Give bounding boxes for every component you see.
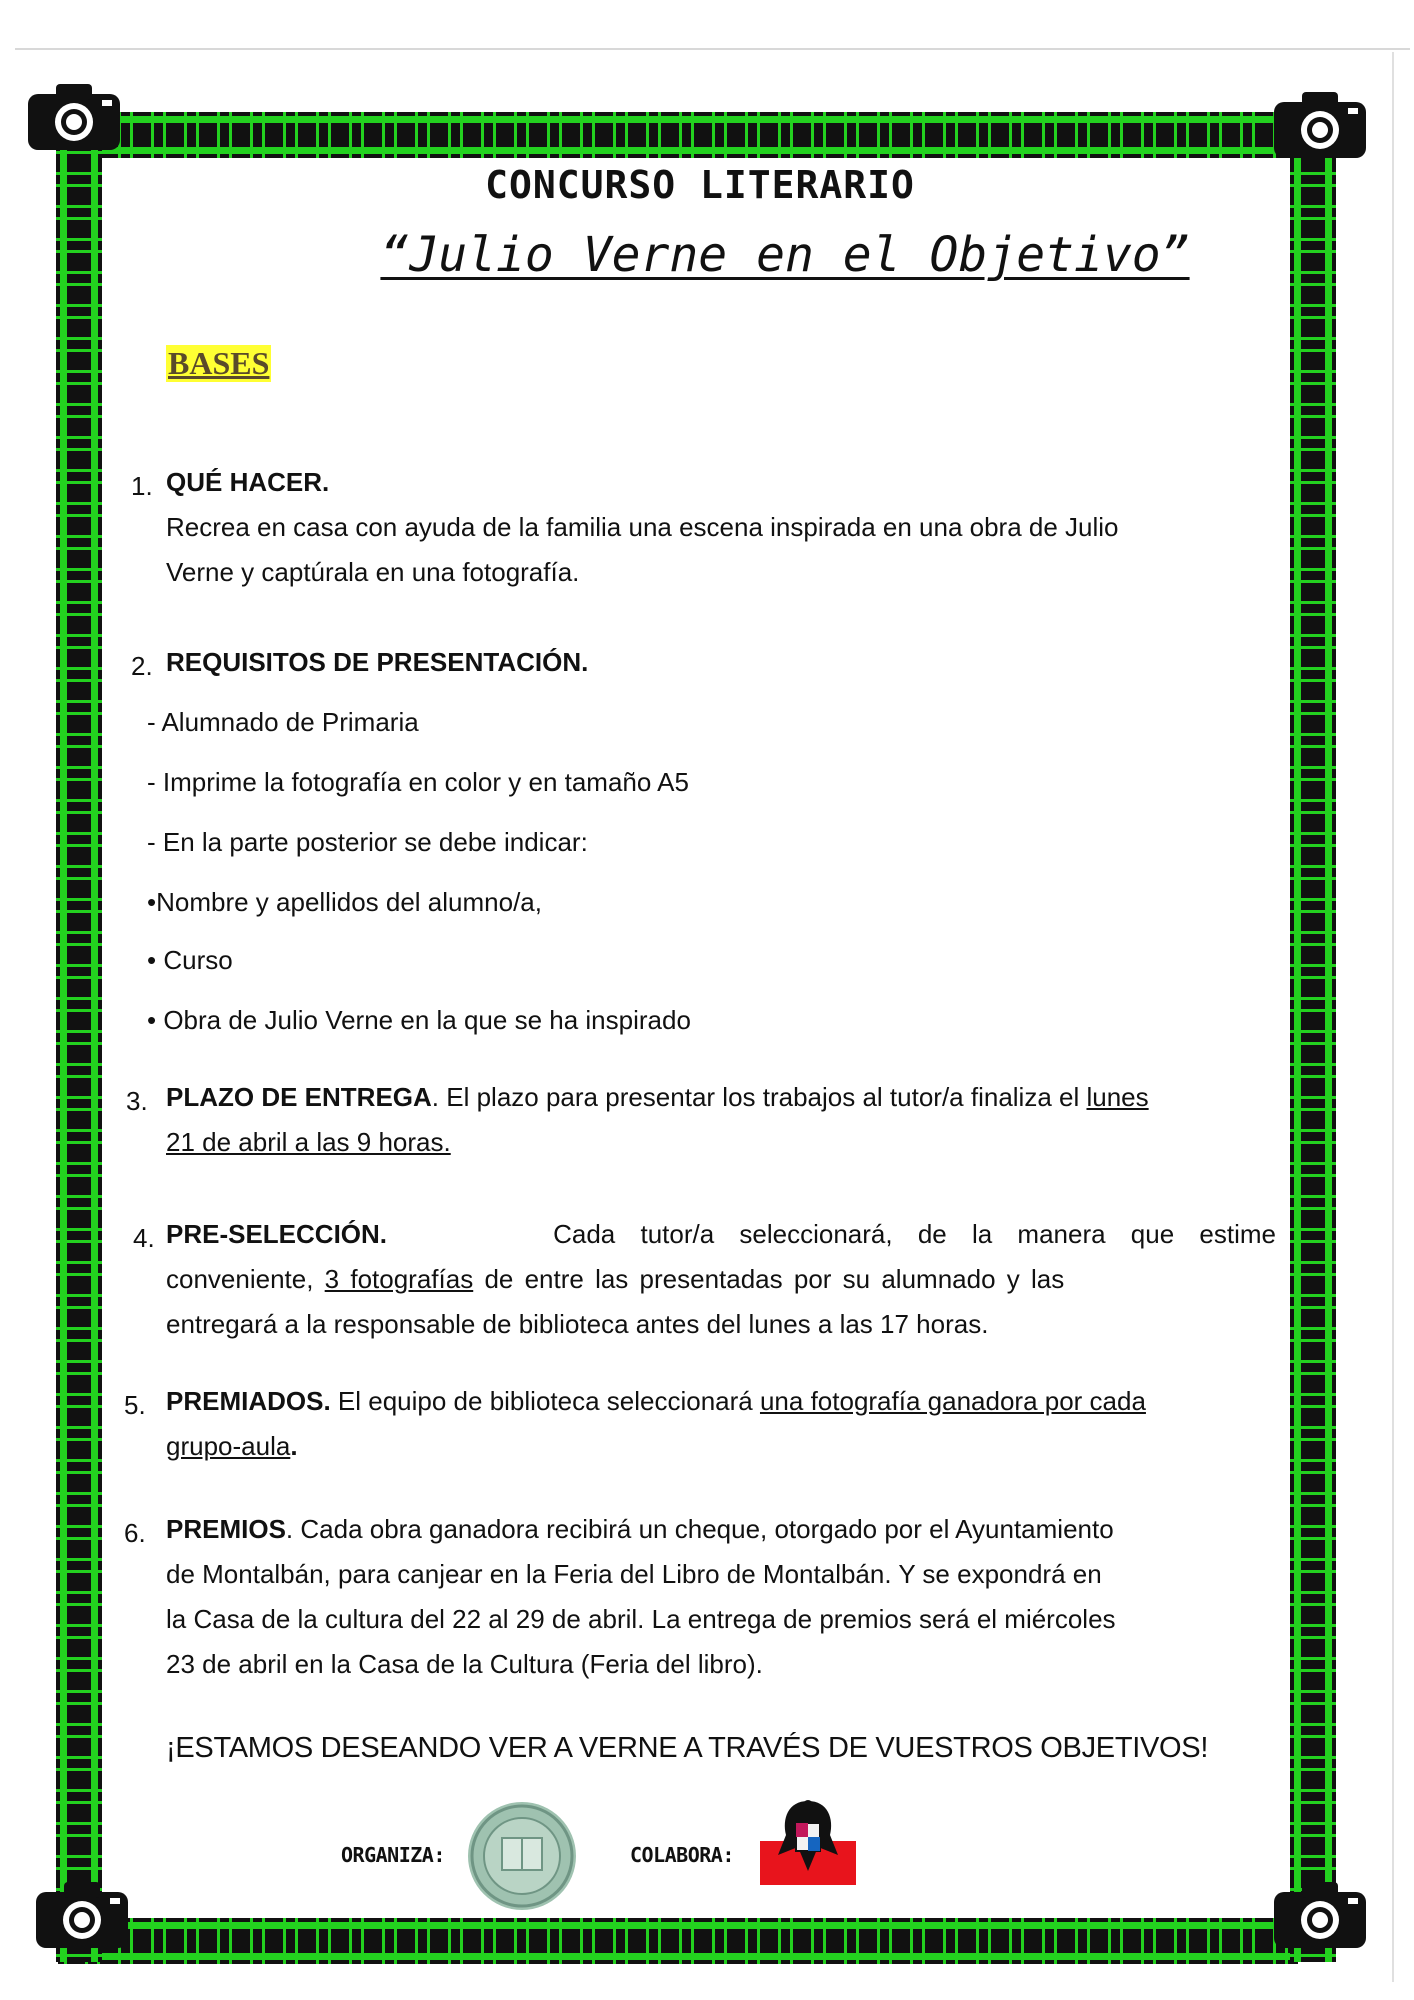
section-heading-text: REQUISITOS DE PRESENTACIÓN.: [166, 647, 589, 677]
section-line: conveniente, 3 fotografías de entre las presentadas por su alumnado y las: [166, 1264, 1065, 1294]
section-number: 6.: [124, 1518, 146, 1548]
page-right-rule: [1392, 52, 1394, 1982]
camera-icon: [1272, 88, 1368, 164]
library-seal-logo: [466, 1800, 578, 1912]
section-line: 23 de abril en la Casa de la Cultura (Feria del libro).: [166, 1649, 763, 1679]
film-strip-top: [58, 112, 1298, 158]
highlight-text: una fotografía ganadora por cada: [759, 1386, 1146, 1416]
section-preseleccion: [166, 1212, 1276, 1347]
section-text: . El plazo para presentar los trabajos al tutor/a finaliza el: [431, 1082, 1087, 1112]
section-line: PREMIOS. Cada obra ganadora recibirá un cheque, otorgado por el Ayuntamiento: [166, 1514, 1114, 1544]
film-strip-left: [56, 112, 102, 1962]
section-number: 2.: [131, 651, 153, 681]
section-text: Recrea en casa con ayuda de la familia una escena inspirada en una obra de Julio: [166, 512, 1119, 542]
section-heading: PLAZO DE ENTREGA: [166, 1082, 432, 1112]
highlight-text: 3 fotografías: [324, 1264, 474, 1294]
section-number: 3.: [126, 1086, 148, 1116]
section-text: El equipo de biblioteca seleccionará: [330, 1386, 760, 1416]
deadline-text: 21 de abril a las 9 horas.: [166, 1127, 451, 1157]
organiza-label: ORGANIZA:: [341, 1843, 445, 1867]
section-line: [166, 1212, 1276, 1257]
section-line: entregará a la responsable de biblioteca antes del lunes a las 17 horas.: [166, 1309, 989, 1339]
section-line: de Montalbán, para canjear en la Feria del Libro de Montalbán. Y se expondrá en: [166, 1559, 1102, 1589]
bases-heading: BASES: [168, 345, 270, 381]
film-strip-bottom: [58, 1918, 1298, 1964]
highlight-text: grupo-aula: [166, 1431, 291, 1461]
section-number: 5.: [124, 1390, 146, 1420]
section-number: 1.: [131, 471, 153, 501]
colabora-label: COLABORA:: [630, 1843, 734, 1867]
closing-message: ¡ESTAMOS DESEANDO VER A VERNE A TRAVÉS DE VUESTROS OBJETIVOS!: [166, 1732, 1209, 1764]
list-item: • Obra de Julio Verne en la que se ha inspirado: [147, 1005, 691, 1035]
list-item: • Curso: [147, 945, 233, 975]
section-premiados: PREMIADOS. El equipo de biblioteca seleccionará una fotografía ganadora por cada grupo-aula.: [166, 1386, 1146, 1461]
list-item: - Alumnado de Primaria: [147, 707, 419, 737]
camera-icon: [1272, 1878, 1368, 1954]
section-plazo: [166, 1075, 1276, 1165]
section-heading: [166, 640, 588, 685]
section-heading: PREMIOS: [166, 1514, 286, 1544]
section-premios: [166, 1507, 1286, 1687]
section-qué-hacer: [166, 460, 1271, 595]
town-shield-logo: [758, 1795, 858, 1887]
camera-icon: [34, 1878, 130, 1954]
section-text: Cada tutor/a seleccionará, de la manera que estime: [553, 1219, 1276, 1249]
film-strip-right: [1290, 112, 1336, 1962]
list-item: - En la parte posterior se debe indicar:: [147, 827, 588, 857]
page-title: CONCURSO LITERARIO: [485, 163, 915, 207]
section-heading: QUÉ HACER.: [166, 467, 330, 497]
list-item: - Imprime la fotografía en color y en tamaño A5: [147, 767, 689, 797]
page-top-rule: [15, 48, 1410, 50]
section-text: Verne y captúrala en una fotografía.: [166, 557, 580, 587]
list-item: •Nombre y apellidos del alumno/a,: [147, 887, 542, 917]
camera-icon: [26, 80, 122, 156]
deadline-text: lunes: [1086, 1082, 1149, 1112]
section-heading: PRE-SELECCIÓN.: [166, 1219, 388, 1249]
page-subtitle: “Julio Verne en el Objetivo”: [380, 227, 1190, 283]
section-number: 4.: [133, 1223, 155, 1253]
section-line: la Casa de la cultura del 22 al 29 de abril. La entrega de premios será el miércoles: [166, 1604, 1116, 1634]
section-heading: PREMIADOS.: [166, 1386, 331, 1416]
